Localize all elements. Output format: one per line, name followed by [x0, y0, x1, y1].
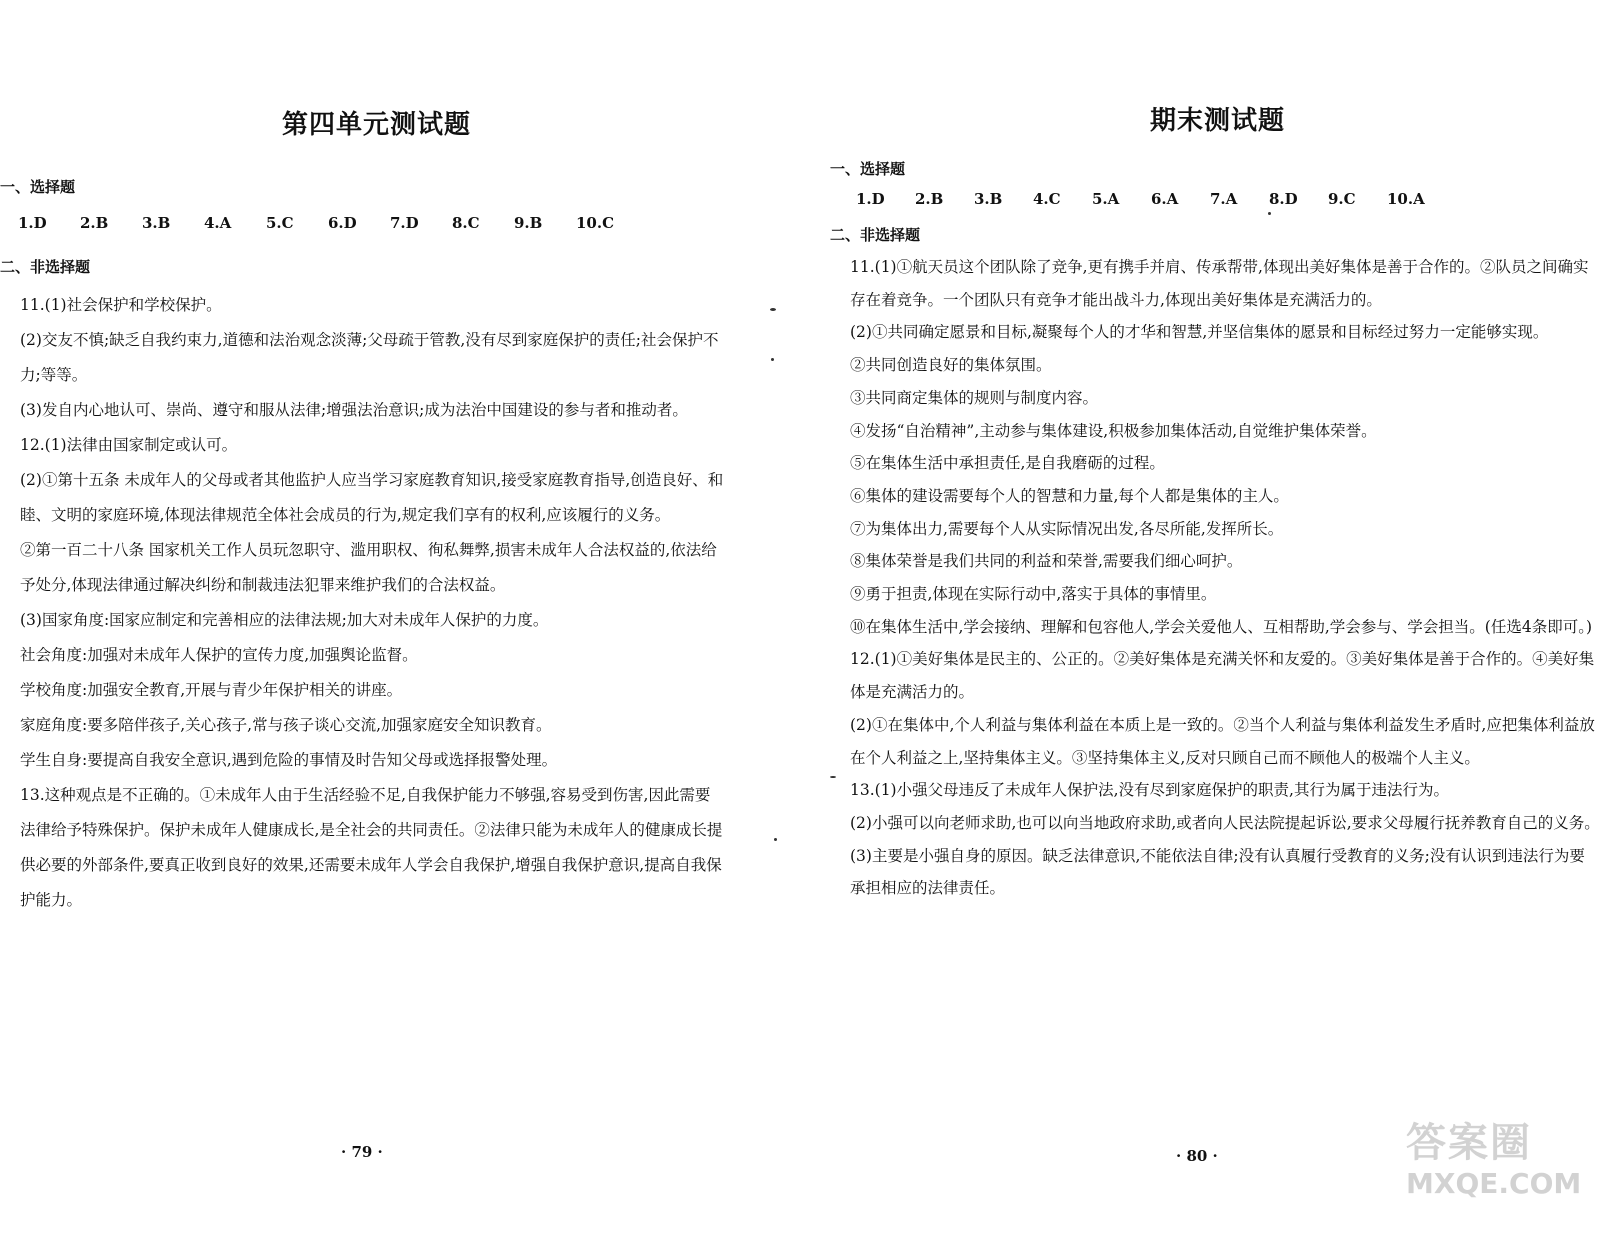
answer-paragraph: ⑨勇于担责,体现在实际行动中,落实于具体的事情里。 — [850, 585, 1217, 604]
answer-paragraph: 11.(1)①航天员这个团队除了竞争,更有携手并肩、传承帮带,体现出美好集体是善于合作的。②队员之间确实存在着竞争。一个团队只有竞争才能出战斗力,体现出美好集体是充满活力的。 — [850, 258, 1589, 309]
answer-paragraph: 13.这种观点是不正确的。①未成年人由于生活经验不足,自我保护能力不够强,容易受到伤害,因此需要法律给予特殊保护。保护未成年人健康成长,是全社会的共同责任。②法律只能为未成年人的健康成长提供必要的外部条件,要真正收到良好的效果,还需要未成年人学会自我保护,增强自我保护意识,提高自我保护能力。 — [20, 786, 723, 909]
answer-paragraph: ⑤在集体生活中承担责任,是自我磨砺的过程。 — [850, 454, 1165, 473]
answer-item: 5.C — [266, 214, 294, 232]
answer-item: 1.D — [856, 190, 885, 208]
answer-paragraph: ⑦为集体出力,需要每个人从实际情况出发,各尽所能,发挥所长。 — [850, 519, 1284, 538]
section-heading-nonchoice: 二、非选择题 — [830, 226, 921, 244]
scan-speck — [770, 308, 776, 311]
scan-speck — [774, 838, 777, 841]
answer-paragraph: 学校角度:加强安全教育,开展与青少年保护相关的讲座。 — [20, 681, 403, 699]
answer-item: 4.C — [1033, 190, 1061, 208]
page-title: 第四单元测试题 — [282, 110, 472, 140]
answer-body — [20, 288, 725, 918]
answer-item: 6.A — [1151, 190, 1179, 208]
page-title: 期末测试题 — [1150, 106, 1286, 136]
answer-paragraph: 学生自身:要提高自我安全意识,遇到危险的事情及时告知父母或选择报警处理。 — [20, 751, 558, 769]
answer-paragraph: (2)小强可以向老师求助,也可以向当地政府求助,或者向人民法院提起诉讼,要求父母履行抚养教育自己的义务。 — [850, 813, 1600, 832]
scan-speck — [771, 358, 774, 361]
scan-speck — [1268, 212, 1271, 215]
answer-paragraph: (3)发自内心地认可、崇尚、遵守和服从法律;增强法治意识;成为法治中国建设的参与者和推动者。 — [20, 401, 688, 419]
answer-item: 6.D — [328, 214, 357, 232]
answer-paragraph: 社会角度:加强对未成年人保护的宣传力度,加强舆论监督。 — [20, 646, 418, 664]
answer-row — [18, 214, 638, 232]
watermark-text: 答案圈 — [1406, 1120, 1532, 1166]
answer-paragraph: (2)①共同确定愿景和目标,凝聚每个人的才华和智慧,并坚信集体的愿景和目标经过努力一定能够实现。 — [850, 323, 1549, 342]
answer-paragraph: ④发扬“自治精神”,主动参与集体建设,积极参加集体活动,自觉维护集体荣誉。 — [850, 421, 1377, 440]
answer-paragraph: (2)①在集体中,个人利益与集体利益在本质上是一致的。②当个人利益与集体利益发生矛盾时,应把集体利益放在个人利益之上,坚持集体主义。③坚持集体主义,反对只顾自己而不顾他人的极端个人主义。 — [850, 715, 1595, 767]
answer-paragraph: ③共同商定集体的规则与制度内容。 — [850, 388, 1099, 407]
answer-row — [856, 190, 1446, 208]
answer-paragraph: ⑩在集体生活中,学会接纳、理解和包容他人,学会关爱他人、互相帮助,学会参与、学会担当。(任选4条即可。) — [850, 617, 1592, 636]
answer-paragraph: 13.(1)小强父母违反了未成年人保护法,没有尽到家庭保护的职责,其行为属于违法行为。 — [850, 781, 1449, 800]
answer-paragraph: ②第一百二十八条 国家机关工作人员玩忽职守、滥用职权、徇私舞弊,损害未成年人合法权益的,依法给予处分,体现法律通过解决纠纷和制裁违法犯罪来维护我们的合法权益。 — [20, 541, 717, 594]
page-number: · 80 · — [1176, 1147, 1218, 1165]
scan-speck — [830, 776, 836, 778]
answer-paragraph: 家庭角度:要多陪伴孩子,关心孩子,常与孩子谈心交流,加强家庭安全知识教育。 — [20, 716, 552, 734]
answer-item: 1.D — [18, 214, 47, 232]
answer-paragraph: (3)国家角度:国家应制定和完善相应的法律法规;加大对未成年人保护的力度。 — [20, 611, 549, 629]
answer-paragraph: 11.(1)社会保护和学校保护。 — [20, 296, 222, 314]
answer-paragraph: 12.(1)①美好集体是民主的、公正的。②美好集体是充满关怀和友爱的。③美好集体是善于合作的。④美好集体是充满活力的。 — [850, 650, 1595, 702]
answer-item: 8.D — [1269, 190, 1298, 208]
answer-item: 5.A — [1092, 190, 1120, 208]
answer-paragraph: (3)主要是小强自身的原因。缺乏法律意识,不能依法自律;没有认真履行受教育的义务;没有认识到违法行为要承担相应的法律责任。 — [850, 846, 1585, 898]
answer-paragraph: (2)①第十五条 未成年人的父母或者其他监护人应当学习家庭教育知识,接受家庭教育指导,创造良好、和睦、文明的家庭环境,体现法律规范全体社会成员的行为,规定我们享有的权利,应该履行的义务。 — [20, 471, 724, 524]
watermark-url: MXQE.COM — [1406, 1167, 1582, 1200]
watermark-logo — [1406, 1118, 1582, 1218]
answer-body — [850, 251, 1600, 905]
answer-item: 10.C — [576, 214, 615, 232]
answer-item: 7.A — [1210, 190, 1238, 208]
left-page — [0, 0, 790, 1234]
answer-item: 9.C — [1328, 190, 1356, 208]
right-page — [820, 0, 1600, 1234]
answer-paragraph: ⑧集体荣誉是我们共同的利益和荣誉,需要我们细心呵护。 — [850, 552, 1243, 571]
answer-item: 10.A — [1387, 190, 1425, 208]
answer-paragraph: (2)交友不慎;缺乏自我约束力,道德和法治观念淡薄;父母疏于管教,没有尽到家庭保护的责任;社会保护不力;等等。 — [20, 331, 719, 384]
answer-paragraph: ⑥集体的建设需要每个人的智慧和力量,每个人都是集体的主人。 — [850, 486, 1289, 505]
answer-paragraph: 12.(1)法律由国家制定或认可。 — [20, 436, 238, 454]
answer-item: 7.D — [390, 214, 419, 232]
answer-item: 9.B — [514, 214, 543, 232]
answer-item: 3.B — [974, 190, 1003, 208]
answer-item: 4.A — [204, 214, 232, 232]
answer-item: 3.B — [142, 214, 171, 232]
section-heading-choice: 一、选择题 — [830, 160, 906, 178]
answer-item: 2.B — [80, 214, 109, 232]
answer-item: 8.C — [452, 214, 480, 232]
section-heading-nonchoice: 二、非选择题 — [0, 258, 91, 276]
answer-paragraph: ②共同创造良好的集体氛围。 — [850, 356, 1052, 375]
page-number: · 79 · — [341, 1143, 383, 1161]
section-heading-choice: 一、选择题 — [0, 178, 76, 196]
answer-item: 2.B — [915, 190, 944, 208]
